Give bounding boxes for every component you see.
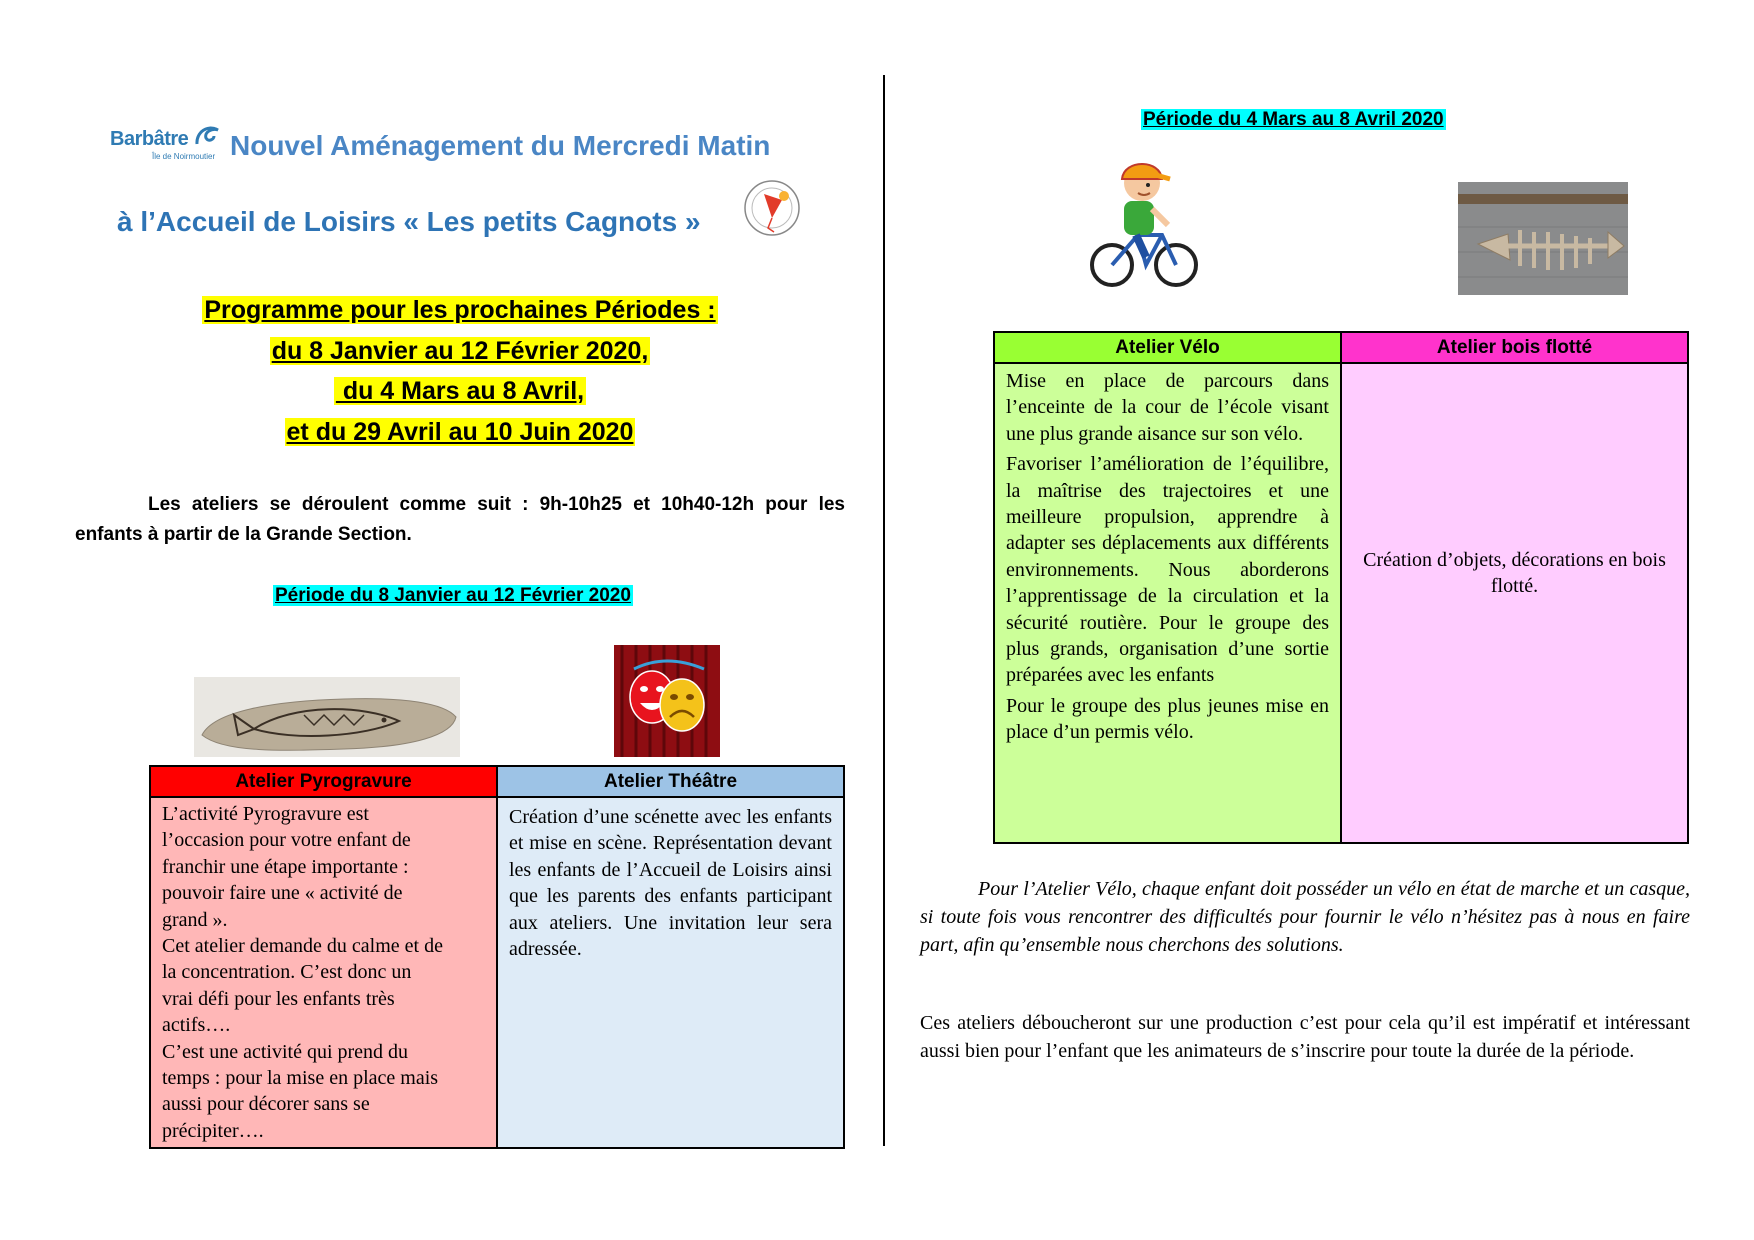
production-note: Ces ateliers déboucheront sur une production c’est pour cela qu’il est impératif et intéressant aussi bien pour l’enfant que les animateurs de s’inscrire pour toute la durée de la période. [920,1012,1690,1062]
text-line: C’est une activité qui prend du [162,1040,409,1063]
period2-workshop-table [993,331,1689,844]
child-bike-image [1090,153,1200,293]
velo-description [994,363,1341,843]
wave-icon [194,124,222,148]
programme-line-1: Programme pour les prochaines Périodes : [204,296,716,324]
text-line: vrai défi pour les enfants très [162,987,395,1010]
kite-stamp-icon [742,178,802,238]
text-line: aussi pour décorer sans se [162,1093,370,1116]
logo-text: Barbâtre [110,128,189,150]
period1-workshop-table [149,765,845,1149]
text-line: franchir une étape importante : [162,855,409,878]
table-header-row [994,332,1688,363]
text-line: précipiter…. [162,1119,264,1142]
velo-note: Pour l’Atelier Vélo, chaque enfant doit posséder un vélo en état de marche et un casque, si toute fois vous rencontrer des difficultés pour fournir le vélo n’hésitez pas à nous en faire part, afin qu’ensemble nous cherchons des solutions. [920,878,1690,956]
pyrogravure-description [150,797,497,1148]
velo-header: Atelier Vélo [994,332,1341,363]
text-line: temps : pour la mise en place mais [162,1067,439,1090]
theatre-description: Création d’une scénette avec les enfants et mise en scène. Représentation devant les enfants de l’Accueil de Loisirs ainsi que les parents des enfants participant aux ateliers. Une invitation leur sera adressée. [497,797,844,1148]
programme-line-4: et du 29 Avril au 10 Juin 2020 [286,418,634,446]
programme-line-2: du 8 Janvier au 12 Février 2020, [271,337,649,365]
text-line: la concentration. C’est donc un [162,961,412,984]
table-header-row [150,766,844,797]
text-line: pouvoir faire une « activité de [162,882,403,905]
table-row [150,797,844,1148]
theatre-masks-image [614,645,720,757]
period-heading-1: Période du 8 Janvier au 12 Février 2020 [275,585,631,606]
text-line: Cet atelier demande du calme et de [162,935,443,958]
period-heading-2: Période du 4 Mars au 8 Avril 2020 [1143,109,1444,130]
page-subtitle: à l’Accueil de Loisirs « Les petits Cagnots » [117,206,701,237]
pyrogravure-header: Atelier Pyrogravure [150,766,497,797]
pyrogravure-driftwood-image [194,677,460,757]
table-row [994,363,1688,843]
driftwood-fishbones-image [1458,182,1628,295]
page-divider [883,75,885,1146]
bois-flotte-header: Atelier bois flotté [1341,332,1688,363]
text-line: grand ». [162,908,228,931]
page-title: Nouvel Aménagement du Mercredi Matin [230,130,771,161]
barbatre-logo [110,122,225,168]
text-line: L’activité Pyrogravure est [162,803,369,825]
bois-flotte-description: Création d’objets, décorations en bois flotté. [1341,363,1688,843]
velo-paragraph: Favoriser l’amélioration de l’équilibre, la maîtrise des trajectoires et une meilleure propulsion, apprendre à adapter ses déplacements aux différents environnements. Nous aborderons l’apprentissage de la circulation et la sécurité routière. Pour le groupe des plus grands, organisation d’une sortie préparées avec les enfants [1006,453,1329,687]
text-line: actifs…. [162,1014,231,1037]
velo-paragraph: Pour le groupe des plus jeunes mise en place d’un permis vélo. [1006,694,1329,744]
velo-paragraph: Mise en place de parcours dans l’enceinte de la cour de l’école visant une plus grande aisance sur son vélo. [1006,370,1329,445]
logo-subtitle: Île de Noirmoutier [152,152,216,161]
schedule-intro: Les ateliers se déroulent comme suit : 9h-10h25 et 10h40-12h pour les enfants à partir de la Grande Section. [75,494,845,545]
programme-line-3: du 4 Mars au 8 Avril, [335,377,585,405]
text-line: l’occasion pour votre enfant de [162,829,411,852]
theatre-header: Atelier Théâtre [497,766,844,797]
